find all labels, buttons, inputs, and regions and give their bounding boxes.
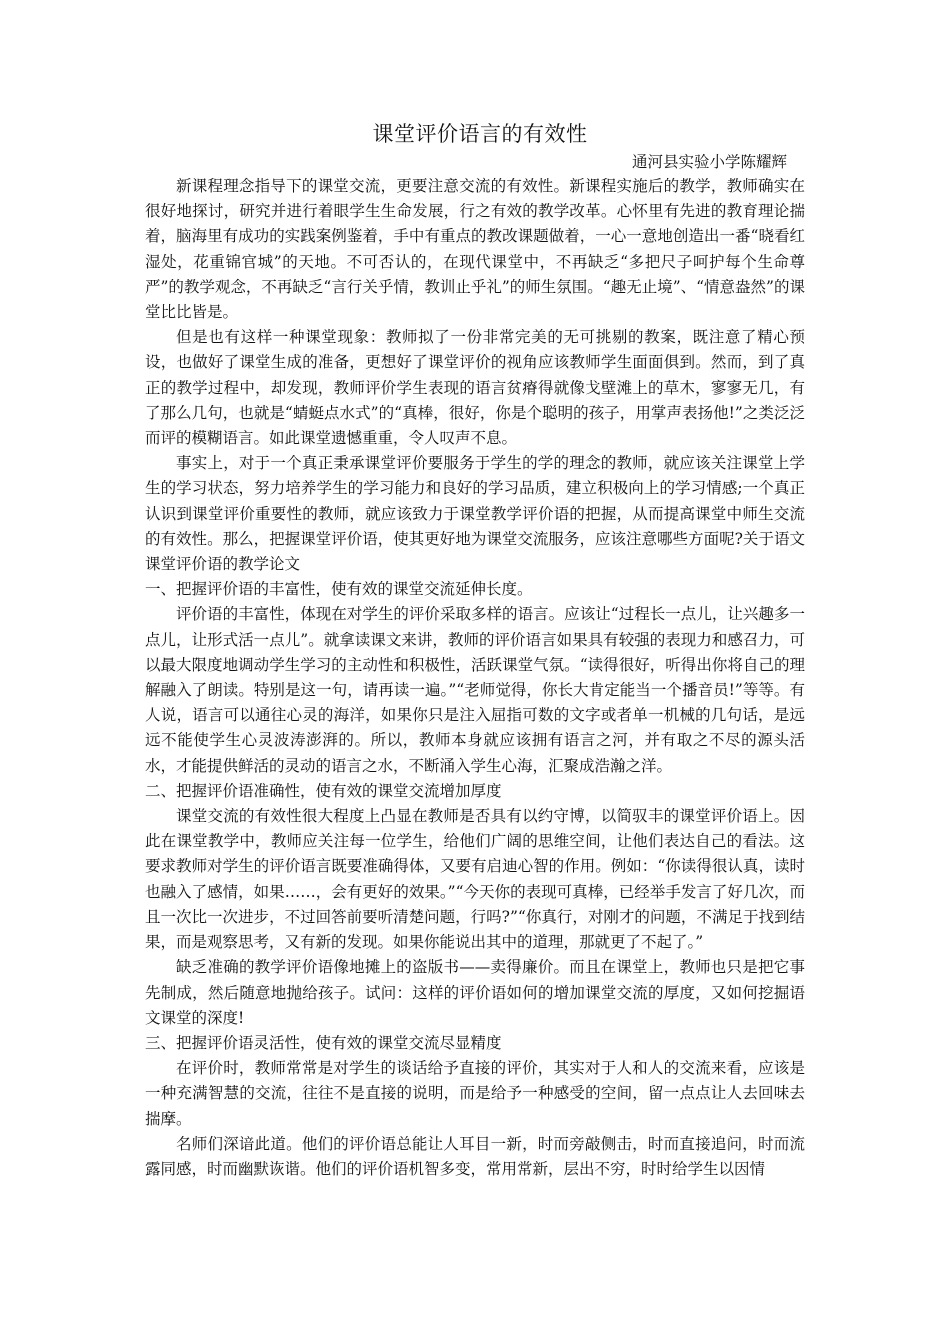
body-paragraph: 但是也有这样一种课堂现象：教师拟了一份非常完美的无可挑剔的教案，既注意了精心预设，也做好了课堂生成的准备，更想好了课堂评价的视角应该教师学生面面俱到。然而，到了真正的教学过程中，却发现，教师评价学生表现的语言贫瘠得就像戈壁滩上的草木，寥寥无几，有了那么几句，也就是“蜻蜓点水式”的“真棒，很好，你是个聪明的孩子，用掌声表扬他!”之类泛泛而评的模糊语言。如此课堂遗憾重重，令人叹声不息。 — [145, 328, 805, 448]
document-page — [145, 118, 805, 1182]
body-paragraph: 新课程理念指导下的课堂交流，更要注意交流的有效性。新课程实施后的教学，教师确实在很好地探讨，研究并进行着眼学生生命发展，行之有效的教学改革。心怀里有先进的教育理论揣着，脑海里有成功的实践案例鉴着，手中有重点的教改课题做着，一心一意地创造出一番“晓看红湿处，花重锦官城”的天地。不可否认的，在现代课堂中，不再缺乏“多把尺子呵护每个生命尊严”的教学观念，不再缺乏“言行关乎情，教训止乎礼”的师生氛围。“趣无止境”、“情意盎然”的课堂比比皆是。 — [145, 177, 805, 322]
section-heading: 二、把握评价语准确性，使有效的课堂交流增加厚度 — [145, 781, 502, 800]
body-paragraph: 名师们深谙此道。他们的评价语总能让人耳目一新，时而旁敲侧击，时而直接追问，时而流露同感，时而幽默诙谐。他们的评价语机智多变，常用常新，层出不穷，时时给学生以因情 — [145, 1134, 805, 1178]
body-paragraph: 事实上，对于一个真正秉承课堂评价要服务于学生的学的理念的教师，就应该关注课堂上学生的学习状态，努力培养学生的学习能力和良好的学习品质，建立积极向上的学习情感;一个真正认识到课堂评价重要性的教师，就应该致力于课堂教学评价语的把握，从而提高课堂中师生交流的有效性。那么，把握课堂评价语，使其更好地为课堂交流服务，应该注意哪些方面呢?关于语文课堂评价语的教学论文 — [145, 454, 805, 574]
document-author: 通河县实验小学陈耀辉 — [631, 153, 787, 171]
body-paragraph: 评价语的丰富性，体现在对学生的评价采取多样的语言。应该让“过程长一点儿，让兴趣多一点儿，让形式活一点儿”。就拿读课文来讲，教师的评价语言如果具有较强的表现力和感召力，可以最大限度地调动学生学习的主动性和积极性，活跃课堂气氛。“读得很好，听得出你将自己的理解融入了朗读。特别是这一句，请再读一遍。”“老师觉得，你长大肯定能当一个播音员!”等等。有人说，语言可以通往心灵的海洋，如果你只是注入屈指可数的文字或者单一机械的几句话，是远远不能使学生心灵波涛澎湃的。所以，教师本身就应该拥有语言之河，并有取之不尽的源头活水，才能提供鲜活的灵动的语言之水，不断涌入学生心海，汇聚成浩瀚之洋。 — [145, 605, 805, 775]
body-paragraph: 课堂交流的有效性很大程度上凸显在教师是否具有以约守博，以简驭丰的课堂评价语上。因此在课堂教学中，教师应关注每一位学生，给他们广阔的思维空间，让他们表达自己的看法。这要求教师对学生的评价语言既要准确得体，又要有启迪心智的作用。例如：“你读得很认真，读时也融入了感情，如果……，会有更好的效果。”“今天你的表现可真棒，已经举手发言了好几次，而且一次比一次进步，不过回答前要听清楚问题，行吗?”“你真行，对刚才的问题，不满足于找到结果，而是观察思考，又有新的发现。如果你能说出其中的道理，那就更了不起了。” — [145, 807, 805, 952]
document-title: 课堂评价语言的有效性 — [372, 122, 588, 146]
body-paragraph: 在评价时，教师常常是对学生的谈话给予直接的评价，其实对于人和人的交流来看，应该是一种充满智慧的交流，往往不是直接的说明，而是给予一种感受的空间，留一点点让人去回味去揣摩。 — [145, 1059, 805, 1128]
document-body — [145, 174, 805, 1182]
body-paragraph: 缺乏准确的教学评价语像地摊上的盗版书——卖得廉价。而且在课堂上，教师也只是把它事先制成，然后随意地抛给孩子。试问：这样的评价语如何的增加课堂交流的厚度，又如何挖掘语文课堂的深度! — [145, 958, 805, 1027]
section-heading: 三、把握评价语灵活性，使有效的课堂交流尽显精度 — [145, 1033, 502, 1052]
section-heading: 一、把握评价语的丰富性，使有效的课堂交流延伸长度。 — [145, 580, 533, 599]
